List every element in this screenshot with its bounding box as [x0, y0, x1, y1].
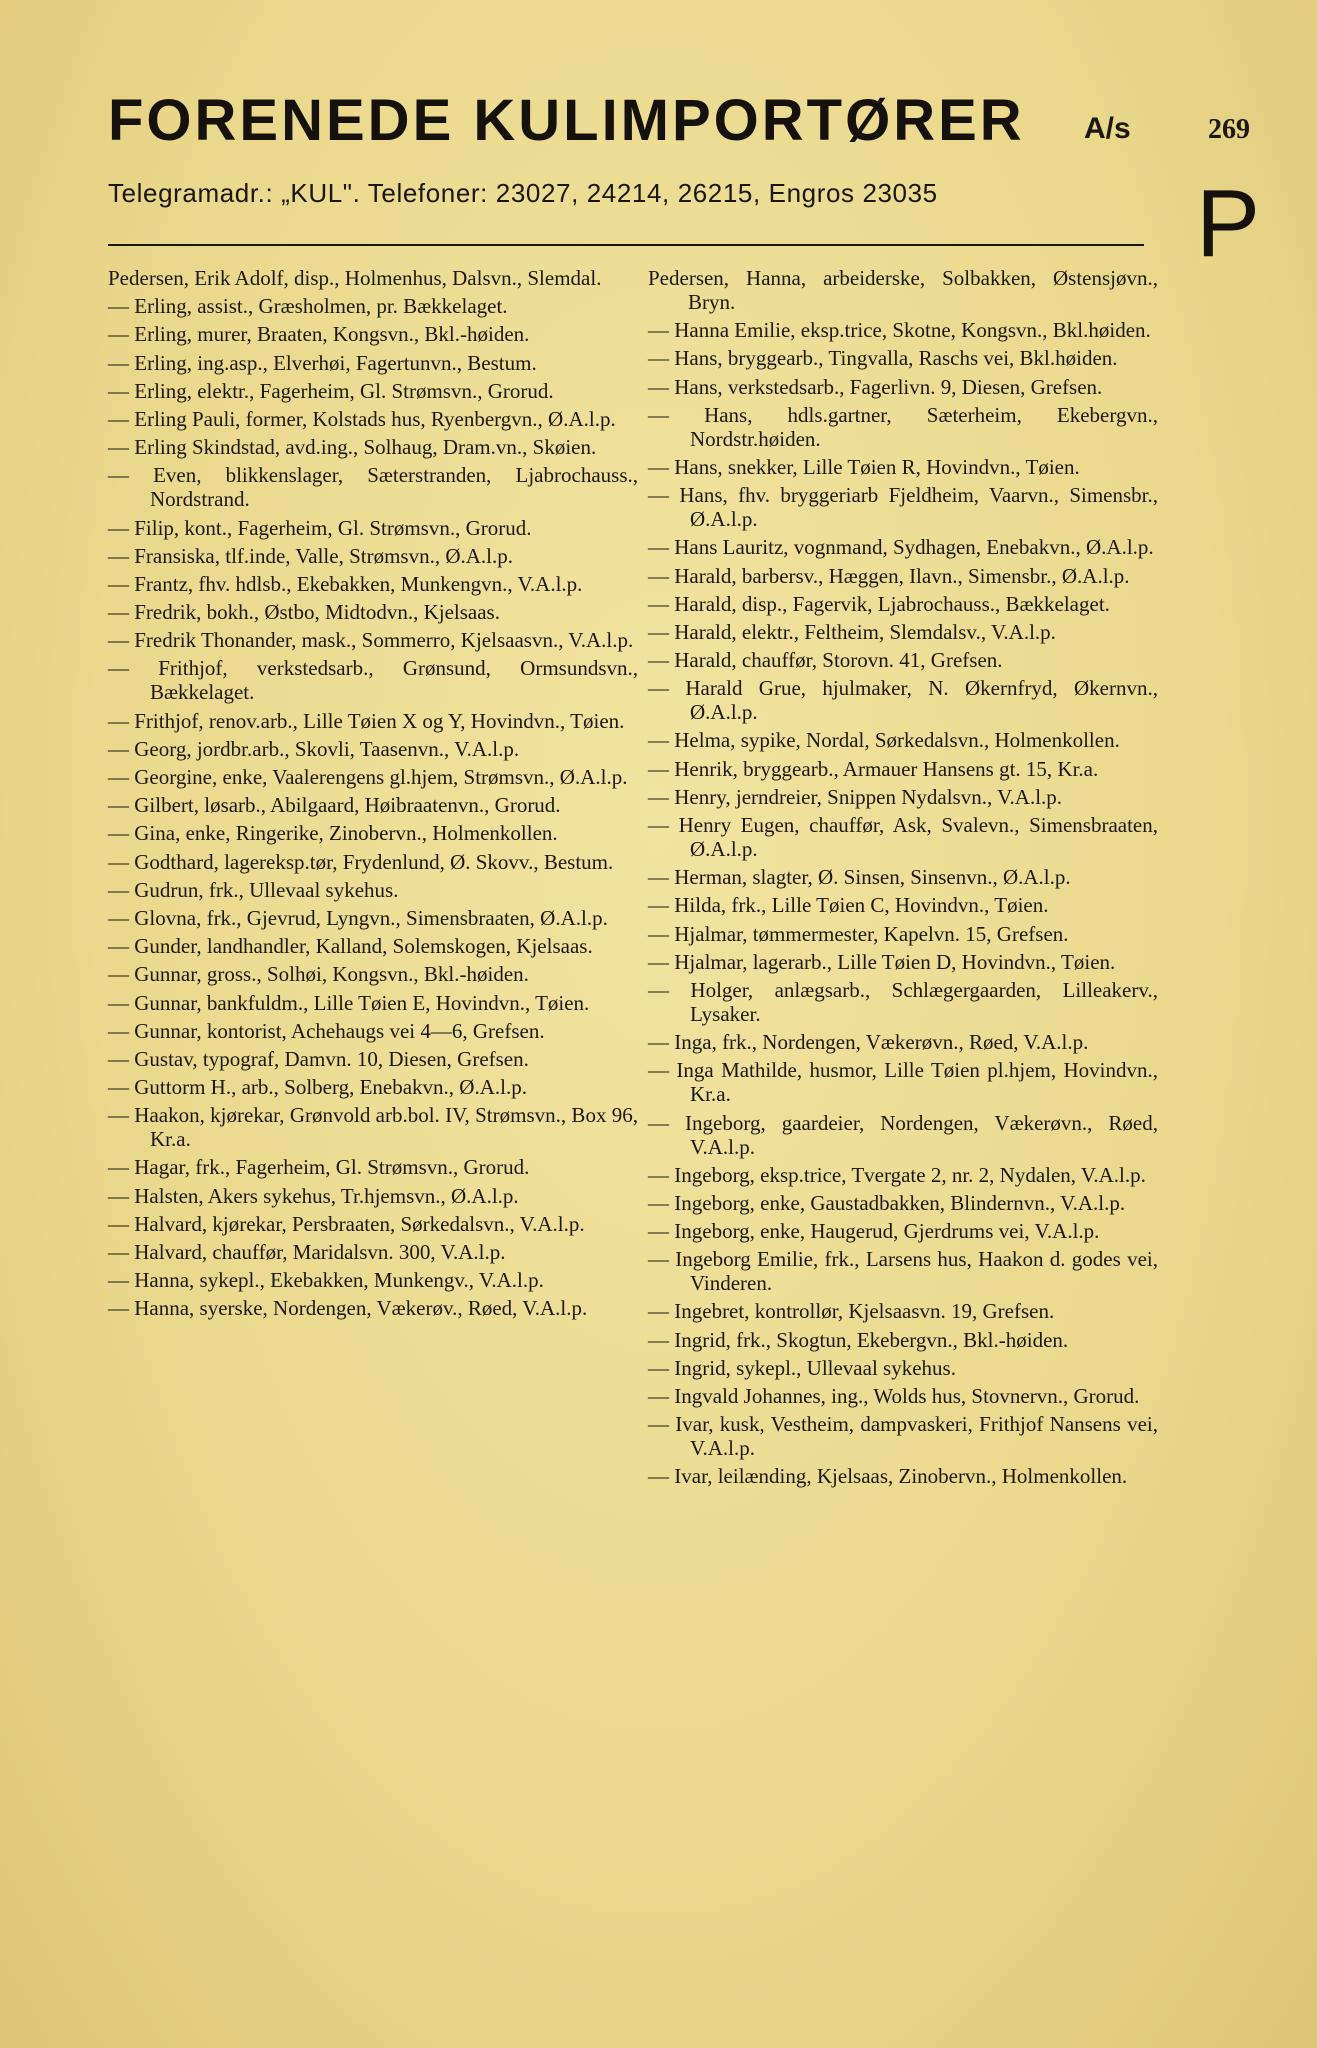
directory-entry: — Helma, sypike, Nordal, Sørkedalsvn., Holmenkollen.	[648, 728, 1120, 753]
directory-entry: — Hagar, frk., Fagerheim, Gl. Strømsvn., Grorud.	[108, 1155, 530, 1180]
directory-entry: — Gunnar, gross., Solhøi, Kongsvn., Bkl.-høiden.	[108, 962, 529, 987]
advertisement-suffix: A/s	[1084, 112, 1131, 145]
directory-entry: — Erling, elektr., Fagerheim, Gl. Strømsvn., Grorud.	[108, 378, 554, 403]
directory-entry: — Ivar, kusk, Vestheim, dampvaskeri, Frithjof Nansens vei, V.A.l.p.	[648, 1412, 1158, 1461]
directory-entry: — Inga, frk., Nordengen, Vækerøvn., Røed, V.A.l.p.	[648, 1030, 1089, 1055]
directory-entry: — Fransiska, tlf.inde, Valle, Strømsvn., Ø.A.l.p.	[108, 543, 514, 568]
directory-entry: — Gunnar, kontorist, Achehaugs vei 4—6, Grefsen.	[108, 1018, 545, 1043]
directory-entry: Pedersen, Erik Adolf, disp., Holmenhus, Dalsvn., Slemdal.	[108, 266, 602, 290]
directory-entry: — Hans, fhv. bryggeriarb Fjeldheim, Vaarvn., Simensbr., Ø.A.l.p.	[648, 483, 1158, 532]
directory-entry: — Hans, hdls.gartner, Sæterheim, Ekebergvn., Nordstr.høiden.	[648, 402, 1158, 451]
advertisement-title: FORENEDE KULIMPORTØRER	[108, 88, 1025, 153]
directory-entry: — Hilda, frk., Lille Tøien C, Hovindvn., Tøien.	[648, 893, 1049, 918]
directory-entry: — Godthard, lagereksp.tør, Frydenlund, Ø. Skovv., Bestum.	[108, 849, 614, 874]
directory-entry: — Ingrid, frk., Skogtun, Ekebergvn., Bkl.-høiden.	[648, 1327, 1069, 1352]
directory-entry: — Glovna, frk., Gjevrud, Lyngvn., Simensbraaten, Ø.A.l.p.	[108, 905, 608, 930]
directory-entry: — Frantz, fhv. hdlsb., Ekebakken, Munkengvn., V.A.l.p.	[108, 571, 583, 596]
directory-entry: — Fredrik Thonander, mask., Sommerro, Kjelsaasvn., V.A.l.p.	[108, 628, 634, 653]
directory-entry: — Harald, disp., Fagervik, Ljabrochauss., Bækkelaget.	[648, 591, 1110, 616]
directory-entry: — Even, blikkenslager, Sæterstranden, Ljabrochauss., Nordstrand.	[108, 463, 638, 512]
right-column	[648, 266, 1158, 1493]
directory-entry: — Harald Grue, hjulmaker, N. Økernfryd, Økernvn., Ø.A.l.p.	[648, 676, 1158, 725]
directory-entry: — Halvard, chauffør, Maridalsvn. 300, V.A.l.p.	[108, 1240, 506, 1264]
directory-entry: — Frithjof, verkstedsarb., Grønsund, Ormsundsvn., Bækkelaget.	[108, 656, 638, 705]
directory-entry: — Georgine, enke, Vaalerengens gl.hjem, Strømsvn., Ø.A.l.p.	[108, 765, 628, 789]
page-number: 269	[1208, 114, 1250, 145]
directory-entry: — Georg, jordbr.arb., Skovli, Taasenvn., V.A.l.p.	[108, 736, 520, 761]
directory-entry: — Ingeborg, enke, Gaustadbakken, Blindernvn., V.A.l.p.	[648, 1190, 1126, 1215]
directory-entry: — Ivar, leilænding, Kjelsaas, Zinobervn., Holmenkollen.	[648, 1464, 1128, 1489]
directory-entry: — Holger, anlægsarb., Schlægergaarden, Lilleakerv., Lysaker.	[648, 977, 1158, 1026]
directory-entry: — Henrik, bryggearb., Armauer Hansens gt. 15, Kr.a.	[648, 756, 1099, 781]
directory-entry: — Erling, assist., Græsholmen, pr. Bækkelaget.	[108, 294, 508, 319]
directory-entry: — Gunder, landhandler, Kalland, Solemskogen, Kjelsaas.	[108, 934, 593, 959]
directory-entry: — Fredrik, bokh., Østbo, Midtodvn., Kjelsaas.	[108, 600, 500, 625]
directory-entry: — Halsten, Akers sykehus, Tr.hjemsvn., Ø.A.l.p.	[108, 1183, 519, 1208]
directory-entry: — Erling Skindstad, avd.ing., Solhaug, Dram.vn., Skøien.	[108, 435, 597, 460]
directory-entry: — Ingeborg Emilie, frk., Larsens hus, Haakon d. godes vei, Vinderen.	[648, 1247, 1158, 1296]
directory-entry: — Herman, slagter, Ø. Sinsen, Sinsenvn., Ø.A.l.p.	[648, 865, 1071, 890]
directory-entry: — Inga Mathilde, husmor, Lille Tøien pl.hjem, Hovindvn., Kr.a.	[648, 1058, 1158, 1107]
directory-entry: — Harald, elektr., Feltheim, Slemdalsv., V.A.l.p.	[648, 619, 1056, 644]
directory-entry: — Guttorm H., arb., Solberg, Enebakvn., Ø.A.l.p.	[108, 1075, 527, 1100]
directory-entry: — Harald, barbersv., Hæggen, Ilavn., Simensbr., Ø.A.l.p.	[648, 563, 1130, 588]
directory-entry: — Ingrid, sykepl., Ullevaal sykehus.	[648, 1355, 956, 1380]
directory-entry: — Gudrun, frk., Ullevaal sykehus.	[108, 877, 399, 902]
directory-entry: — Hjalmar, tømmermester, Kapelvn. 15, Grefsen.	[648, 921, 1069, 946]
directory-entry: — Hanna Emilie, eksp.trice, Skotne, Kongsvn., Bkl.høiden.	[648, 318, 1151, 343]
directory-entry: — Hans Lauritz, vognmand, Sydhagen, Enebakvn., Ø.A.l.p.	[648, 535, 1154, 560]
directory-entry: — Henry, jerndreier, Snippen Nydalsvn., V.A.l.p.	[648, 784, 1063, 809]
directory-entry: — Hans, bryggearb., Tingvalla, Raschs vei, Bkl.høiden.	[648, 346, 1118, 371]
directory-entry: — Gustav, typograf, Damvn. 10, Diesen, Grefsen.	[108, 1046, 529, 1071]
directory-entry: — Hanna, syerske, Nordengen, Vækerøv., Røed, V.A.l.p.	[108, 1296, 588, 1321]
left-column	[108, 266, 638, 1325]
directory-entry: — Hanna, sykepl., Ekebakken, Munkengv., V.A.l.p.	[108, 1268, 544, 1293]
directory-entry: — Gina, enke, Ringerike, Zinobervn., Holmenkollen.	[108, 821, 558, 846]
directory-entry: — Ingeborg, eksp.trice, Tvergate 2, nr. 2, Nydalen, V.A.l.p.	[648, 1162, 1146, 1187]
directory-entry: — Hans, snekker, Lille Tøien R, Hovindvn., Tøien.	[648, 454, 1080, 479]
advertisement-telegram-line: Telegramadr.: „KUL". Telefoner: 23027, 24214, 26215, Engros 23035	[108, 178, 938, 208]
directory-entry: — Frithjof, renov.arb., Lille Tøien X og Y, Hovindvn., Tøien.	[108, 708, 625, 733]
directory-entry: — Gunnar, bankfuldm., Lille Tøien E, Hovindvn., Tøien.	[108, 990, 590, 1015]
directory-entry: — Halvard, kjørekar, Persbraaten, Sørkedalsvn., V.A.l.p.	[108, 1211, 585, 1236]
directory-entry: — Ingeborg, gaardeier, Nordengen, Vækerøvn., Røed, V.A.l.p.	[648, 1110, 1158, 1159]
directory-entry: — Hjalmar, lagerarb., Lille Tøien D, Hovindvn., Tøien.	[648, 949, 1116, 974]
directory-entry: — Erling, murer, Braaten, Kongsvn., Bkl.-høiden.	[108, 322, 530, 347]
section-letter: P	[1196, 170, 1261, 277]
directory-entry: — Gilbert, løsarb., Abilgaard, Høibraatenvn., Grorud.	[108, 793, 561, 818]
directory-entry: — Haakon, kjørekar, Grønvold arb.bol. IV, Strømsvn., Box 96, Kr.a.	[108, 1103, 638, 1152]
directory-entry: — Harald, chauffør, Storovn. 41, Grefsen.	[648, 648, 1003, 673]
header-divider	[108, 244, 1144, 246]
directory-entry: — Ingeborg, enke, Haugerud, Gjerdrums vei, V.A.l.p.	[648, 1219, 1100, 1244]
directory-entry: — Filip, kont., Fagerheim, Gl. Strømsvn., Grorud.	[108, 515, 532, 540]
directory-entry: — Erling Pauli, former, Kolstads hus, Ryenbergvn., Ø.A.l.p.	[108, 406, 616, 431]
directory-entry: — Erling, ing.asp., Elverhøi, Fagertunvn., Bestum.	[108, 350, 537, 375]
directory-entry: — Ingvald Johannes, ing., Wolds hus, Stovnervn., Grorud.	[648, 1384, 1140, 1408]
directory-entry: — Ingebret, kontrollør, Kjelsaasvn. 19, Grefsen.	[648, 1299, 1055, 1324]
directory-entry: — Hans, verkstedsarb., Fagerlivn. 9, Diesen, Grefsen.	[648, 374, 1103, 399]
directory-entry: Pedersen, Hanna, arbeiderske, Solbakken, Østensjøvn., Bryn.	[648, 266, 1158, 314]
directory-entry: — Henry Eugen, chauffør, Ask, Svalevn., Simensbraaten, Ø.A.l.p.	[648, 813, 1158, 861]
